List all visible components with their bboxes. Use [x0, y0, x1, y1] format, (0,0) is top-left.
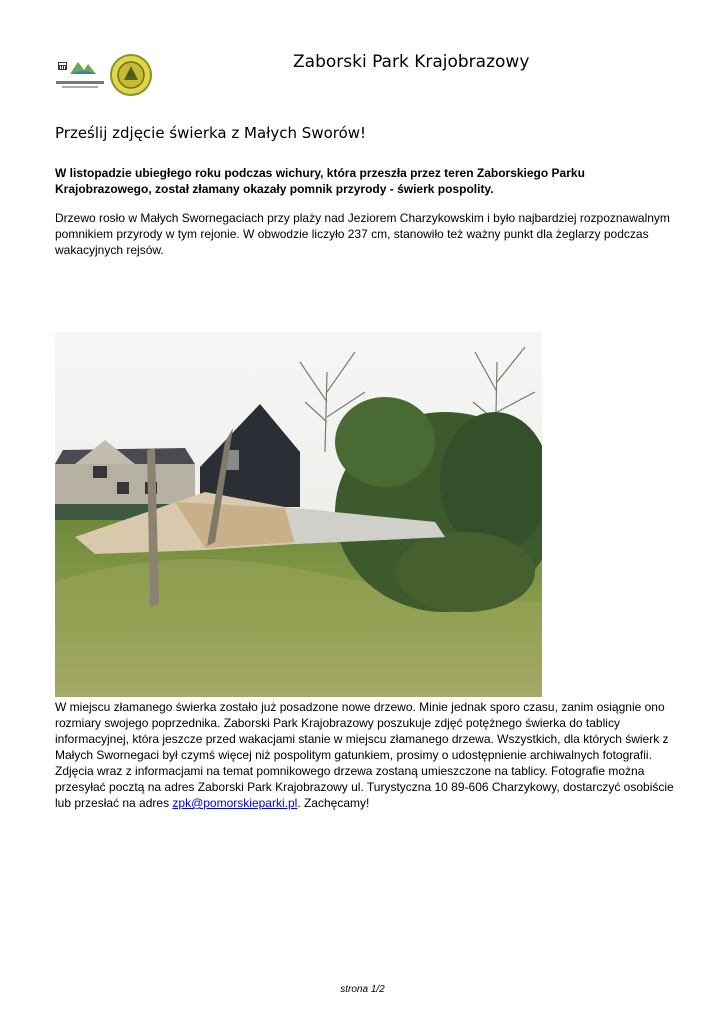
article-lead: W listopadzie ubiegłego roku podczas wichury, która przeszła przez teren Zaborskiego Parku Krajobrazowego, został złamany okazały pomnik przyrody - świerk pospolity. — [55, 166, 585, 196]
article-paragraph-2 — [55, 699, 675, 811]
fallen-spruce-photo — [55, 332, 542, 697]
biosphere-reserve-logo — [56, 62, 104, 88]
email-link[interactable]: zpk@pomorskieparki.pl — [172, 796, 298, 810]
article-title: Prześlij zdjęcie świerka z Małych Sworów! — [55, 124, 367, 142]
paragraph-2-text: W miejscu złamanego świerka zostało już posadzone nowe drzewo. Minie jednak sporo czasu, zanim osiągnie ono rozmiary swojego poprzednika. Zaborski Park Krajobrazowy poszukuje zdjęć potężnego świerka do tablicy informacyjnej, która jeszcze przed wakacjami stanie w miejscu złamanego drzewa. Wszystkich, dla których świerk z Małych Swornegaci był czymś więcej niż pospolitym gatunkiem, prosimy o udostępnienie archiwalnych fotografii. Zdjęcia wraz z informacjami na temat pomnikowego drzewa zostaną umieszczone na tablicy. Fotografie można przesyłać pocztą na adres Zaborski Park Krajobrazowy ul. Turystyczna 10 89-606 Charzykowy, dostarczyć osobiście lub przesłać na adres — [55, 700, 674, 810]
article-paragraph-1: Drzewo rosło w Małych Swornegaciach przy plaży nad Jeziorem Charzykowskim i było najbardziej rozpoznawalnym pomnikiem przyrody w tym rejonie. W obwodzie liczyło 237 cm, stanowiło też ważny punkt dla żeglarzy podczas wakacyjnych rejsów. — [55, 211, 670, 257]
park-logos — [54, 54, 156, 98]
page-number: strona 1/2 — [340, 984, 385, 995]
zpk-round-logo — [111, 55, 151, 95]
site-title: Zaborski Park Krajobrazowy — [293, 52, 530, 72]
paragraph-2-end: . Zachęcamy! — [297, 796, 370, 810]
